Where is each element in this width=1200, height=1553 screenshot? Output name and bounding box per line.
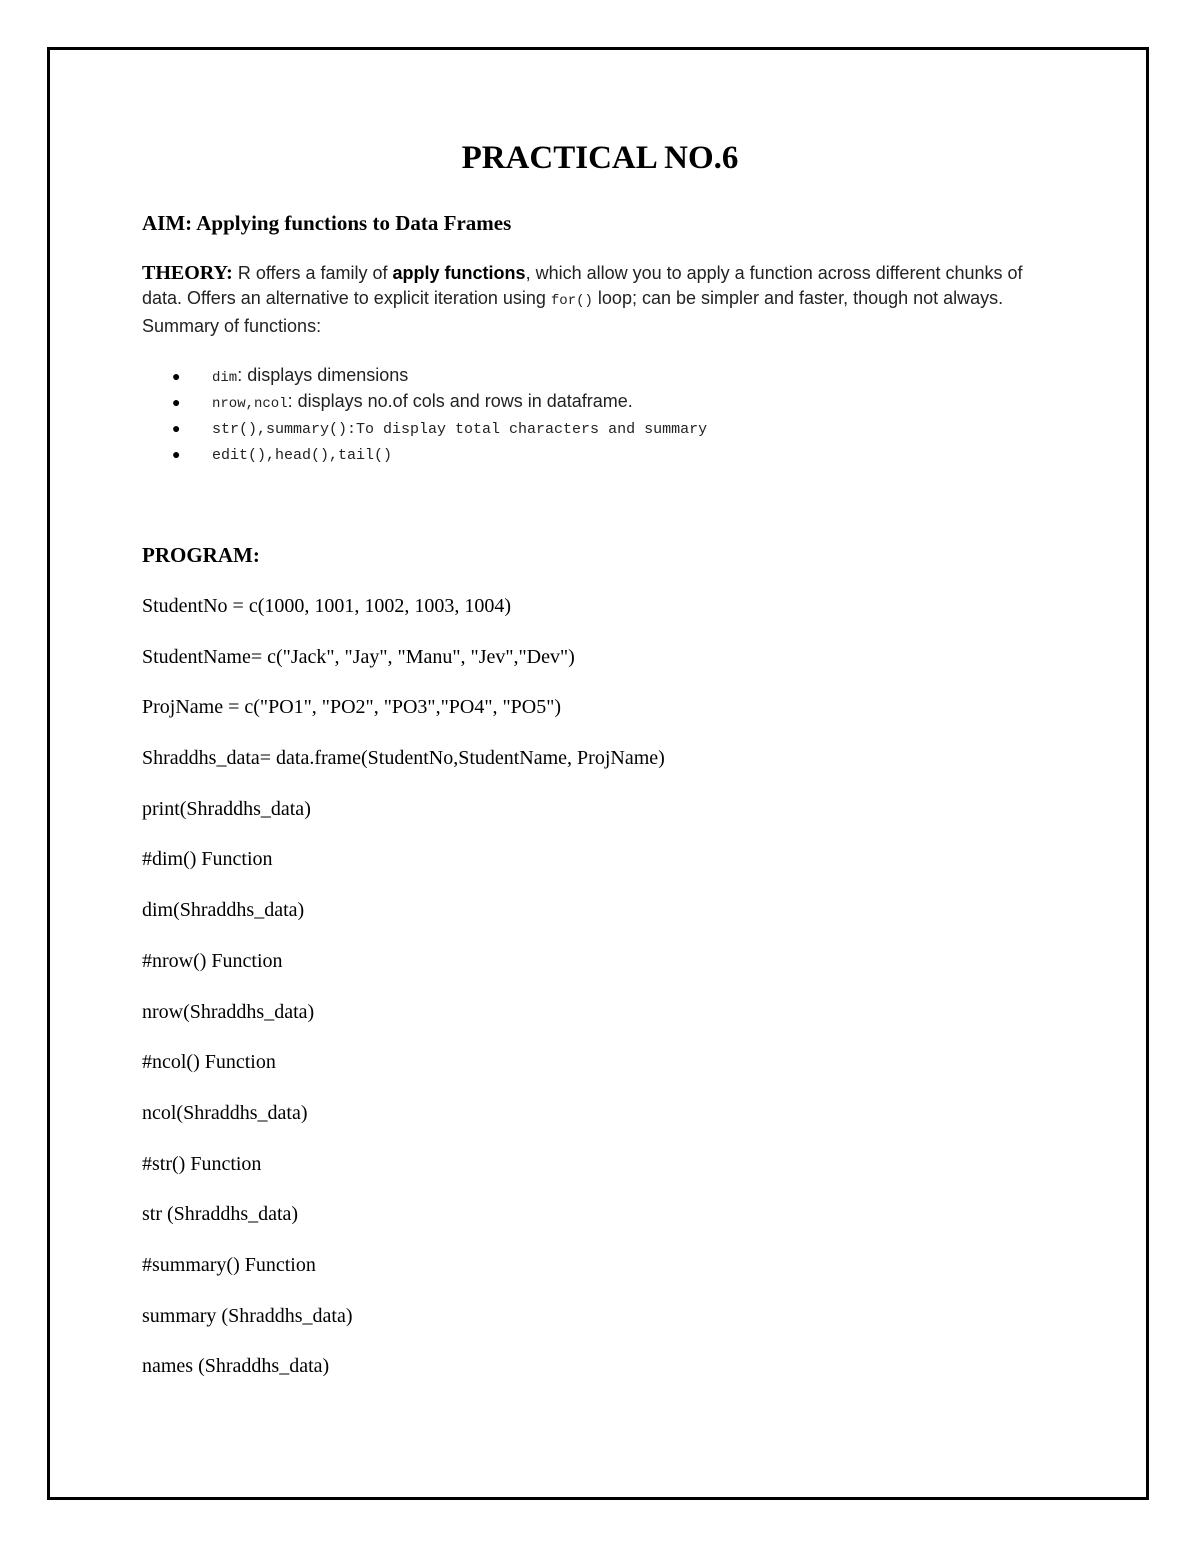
code-line: names (Shraddhs_data)	[142, 1355, 330, 1378]
bullet-icon: ●	[172, 368, 181, 384]
code-line: Shraddhs_data= data.frame(StudentNo,StudentName, ProjName)	[142, 747, 665, 770]
code-line: #summary() Function	[142, 1253, 316, 1276]
code-line: StudentNo = c(1000, 1001, 1002, 1003, 1004)	[142, 595, 512, 617]
bullet-code: edit(),head(),tail()	[212, 447, 393, 464]
bullet-icon: ●	[172, 420, 181, 436]
code-line: #nrow() Function	[142, 949, 283, 972]
program-code	[142, 594, 665, 1405]
bullet-code: dim	[212, 370, 238, 386]
code-line: nrow(Shraddhs_data)	[142, 1000, 315, 1023]
function-summary-list	[172, 362, 707, 466]
theory-paragraph	[142, 261, 1042, 339]
list-item	[172, 362, 707, 388]
bullet-icon: ●	[172, 394, 181, 410]
code-line: print(Shraddhs_data)	[142, 797, 311, 820]
bullet-code: str(),summary():To display total characters and summary	[212, 421, 708, 438]
bullet-icon: ●	[172, 446, 181, 462]
code-line: ProjName = c("PO1", "PO2", "PO3","PO4", "PO5")	[142, 696, 562, 719]
code-line: dim(Shraddhs_data)	[142, 899, 305, 922]
program-heading: PROGRAM:	[142, 543, 260, 567]
theory-bold-text: apply functions	[392, 263, 526, 283]
page-title: PRACTICAL NO.6	[461, 140, 739, 176]
code-line: #ncol() Function	[142, 1051, 276, 1074]
code-line: StudentName= c("Jack", "Jay", "Manu", "Jev","Dev")	[142, 645, 575, 668]
list-item	[172, 388, 707, 414]
bullet-text: : displays no.of cols and rows in dataframe.	[287, 391, 633, 411]
list-item	[172, 440, 707, 466]
theory-inline-code: for()	[550, 293, 593, 309]
list-item	[172, 414, 707, 440]
code-line: #str() Function	[142, 1152, 262, 1175]
theory-text-1: R offers a family of	[232, 263, 393, 283]
theory-label: THEORY:	[142, 262, 233, 284]
bullet-text: : displays dimensions	[237, 365, 409, 385]
bullet-code: nrow,ncol	[212, 396, 288, 412]
aim-heading: AIM: Applying functions to Data Frames	[142, 211, 512, 235]
code-line: str (Shraddhs_data)	[142, 1203, 299, 1226]
code-line: summary (Shraddhs_data)	[142, 1304, 353, 1327]
code-line: #dim() Function	[142, 848, 273, 871]
code-line: ncol(Shraddhs_data)	[142, 1101, 308, 1124]
theory-text-3: loop; can be simpler and faster, though not always. Summary of functions:	[142, 288, 1004, 336]
theory-text-2: , which allow you to apply a function across different chunks of data. Offers an alternative to explicit iteration using	[142, 263, 1023, 308]
